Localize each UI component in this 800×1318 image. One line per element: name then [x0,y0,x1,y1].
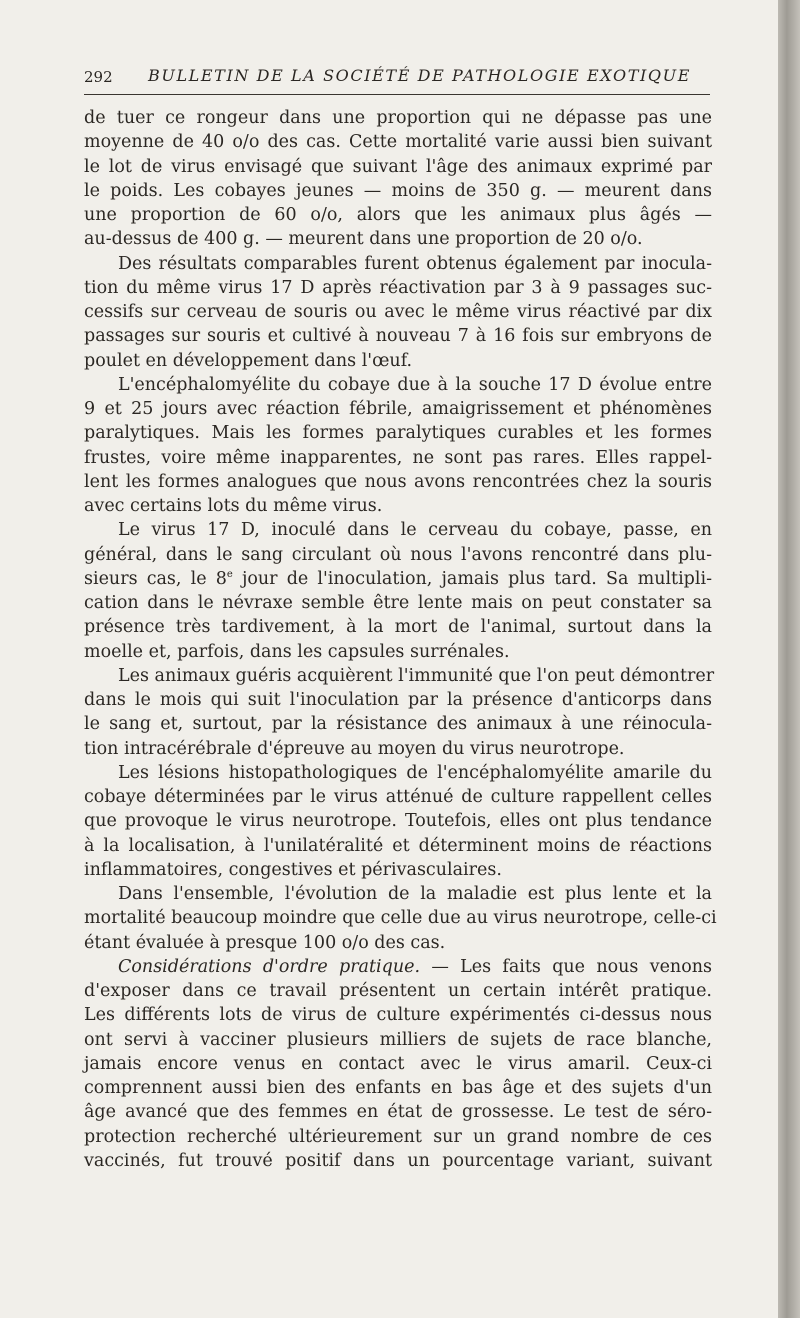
running-header [84,66,710,92]
text-line: Les différents lots de virus de culture expérimentés ci-dessus nous [84,1005,712,1026]
text-line: vaccinés, fut trouvé positif dans un pourcentage variant, suivant [84,1150,712,1171]
text-line: avec certains lots du même virus. [84,496,383,516]
text-line: une proportion de 60 o/o, alors que les animaux plus âgés — [84,205,712,225]
text-fragment: — Les faits que nous venons [420,956,712,977]
page-number: 292 [84,68,113,86]
text-line: moyenne de 40 o/o des cas. Cette mortalité varie aussi bien suivant [84,132,712,153]
text-line [84,567,712,591]
text-line: frustes, voire même inapparentes, ne sont pas rares. Elles rappel- [84,447,712,468]
text-line: Le virus 17 D, inoculé dans le cerveau du cobaye, passe, en [118,520,712,541]
text-line: âge avancé que des femmes en état de grossesse. Le test de séro- [84,1102,712,1123]
text-line: L'encéphalomyélite du cobaye due à la souche 17 D évolue entre [118,374,712,395]
text-line: étant évaluée à presque 100 o/o des cas. [84,932,446,953]
text-line: 9 et 25 jours avec réaction fébrile, amaigrissement et phénomènes [84,399,712,419]
text-line: le lot de virus envisagé que suivant l'âge des animaux exprimé par [84,156,712,177]
text-line: Les lésions histopathologiques de l'encéphalomyélite amarile du [118,762,712,783]
journal-title: BULLETIN DE LA SOCIÉTÉ DE PATHOLOGIE EXOTIQUE [148,66,691,85]
text-line: poulet en développement dans l'œuf. [84,350,413,371]
text-line: le poids. Les cobayes jeunes — moins de 350 g. — meurent dans [84,180,712,201]
body-text [84,106,717,1173]
text-line: de tuer ce rongeur dans une proportion qui ne dépasse pas une [84,108,712,128]
text-line: paralytiques. Mais les formes paralytiques curables et les formes [84,423,712,444]
text-line: le sang et, surtout, par la résistance des animaux à une réinocula- [84,714,712,735]
text-line: mortalité beaucoup moindre que celle due au virus neurotrope, celle-ci [84,908,717,929]
text-line: passages sur souris et cultivé à nouveau 7 à 16 fois sur embryons de [84,326,712,347]
text-line: inflammatoires, congestives et périvasculaires. [84,859,502,880]
header-rule [84,94,710,95]
text-line: comprennent aussi bien des enfants en bas âge et des sujets d'un [84,1078,712,1098]
text-line: tion intracérébrale d'épreuve au moyen du virus neurotrope. [84,738,625,759]
text-line: à la localisation, à l'unilatéralité et déterminent moins de réactions [84,835,712,856]
text-line: cobaye déterminées par le virus atténué de culture rappellent celles [84,787,712,807]
text-line: général, dans le sang circulant où nous l'avons rencontré dans plu- [84,544,712,565]
text-line: Des résultats comparables furent obtenus également par inocula- [118,253,712,274]
text-line: tion du même virus 17 D après réactivation par 3 à 9 passages suc- [84,277,712,298]
text-line: ont servi à vacciner plusieurs milliers de sujets de race blanche, [84,1029,712,1050]
text-line: que provoque le virus neurotrope. Toutefois, elles ont plus tendance [84,811,712,832]
text-line: d'exposer dans ce travail présentent un certain intérêt pratique. [84,981,712,1001]
section-heading: Considérations d'ordre pratique. [118,956,421,977]
text-line: moelle et, parfois, dans les capsules surrénales. [84,641,510,662]
text-line: Les animaux guéris acquièrent l'immunité que l'on peut démontrer [118,665,715,686]
text-fragment: sieurs cas, le 8 [84,568,227,589]
text-line: Dans l'ensemble, l'évolution de la maladie est plus lente et la [118,884,712,904]
text-fragment: jour de l'inoculation, jamais plus tard. Sa multipli- [232,568,712,589]
text-line: dans le mois qui suit l'inoculation par la présence d'anticorps dans [84,690,712,710]
text-line: lent les formes analogues que nous avons rencontrées chez la souris [84,471,712,492]
text-line [84,955,712,979]
superscript: e [226,568,233,580]
text-line: présence très tardivement, à la mort de l'animal, surtout dans la [84,617,712,638]
text-line: au-dessus de 400 g. — meurent dans une proportion de 20 o/o. [84,229,643,250]
text-line: cessifs sur cerveau de souris ou avec le même virus réactivé par dix [84,302,712,322]
text-line: protection recherché ultérieurement sur un grand nombre de ces [84,1126,712,1147]
page-edge [778,0,800,1318]
text-line: cation dans le névraxe semble être lente mais on peut constater sa [84,593,712,613]
text-line: jamais encore venus en contact avec le virus amaril. Ceux-ci [84,1053,712,1074]
